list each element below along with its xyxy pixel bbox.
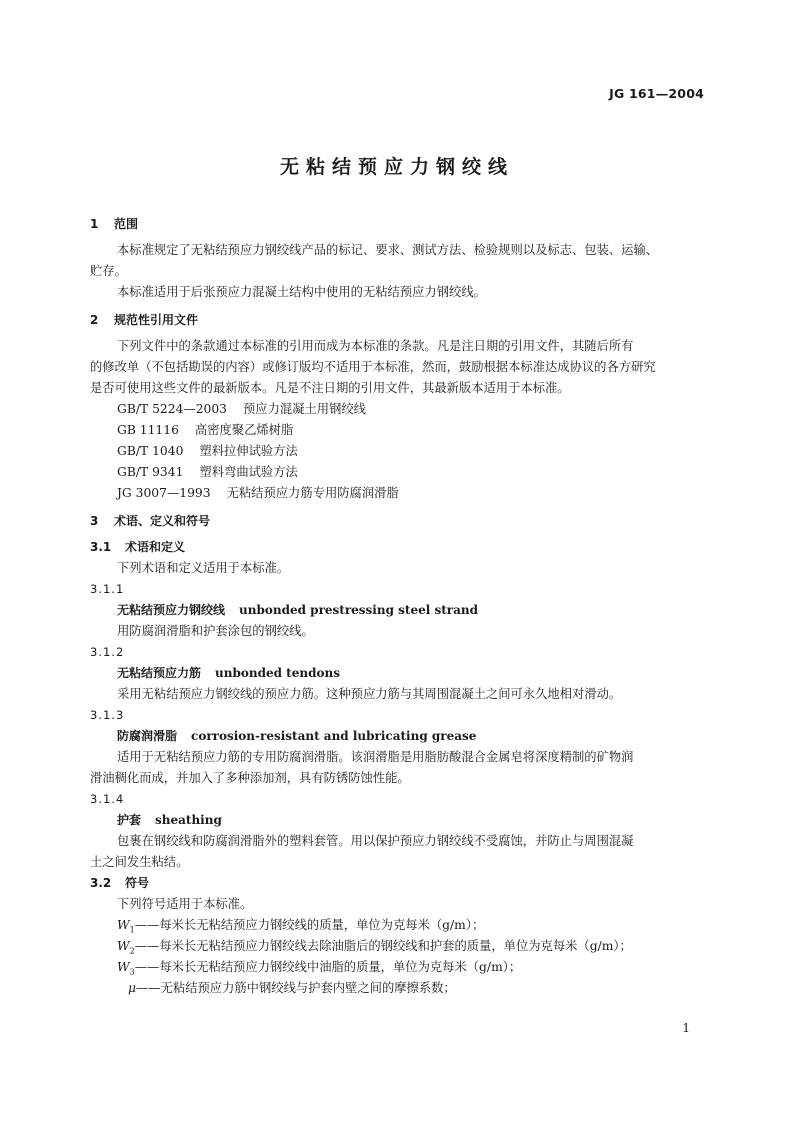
subsection-3-1-heading: [90, 537, 707, 558]
paragraph: 下列符号适用于本标准。: [117, 897, 253, 911]
term-english: corrosion-resistant and lubricating grease: [191, 729, 477, 743]
section-number: 1: [90, 217, 99, 231]
section-1-heading: [90, 214, 707, 235]
term-definition: 采用无粘结预应力钢绞线的预应力筋。这种预应力筋与其周围混凝土之间可永久地相对滑动。: [117, 687, 622, 701]
term-definition: 滑油稠化而成，并加入了多种添加剂，具有防锈防蚀性能。: [90, 771, 410, 785]
term-heading: [90, 810, 707, 831]
reference-code: JG 3007—1993: [117, 486, 211, 500]
section-2-heading: [90, 310, 707, 331]
paragraph: 下列术语和定义适用于本标准。: [117, 561, 290, 575]
reference-code: GB/T 1040: [117, 444, 184, 458]
symbol: W: [117, 960, 130, 974]
reference-item: [90, 483, 707, 504]
term-definition: 适用于无粘结预应力筋的专用防腐润滑脂。该润滑脂是用脂肪酸混合金属皂将深度精制的矿物润: [117, 750, 634, 764]
section-title: 规范性引用文件: [114, 313, 199, 327]
term-english: unbonded prestressing steel strand: [239, 603, 478, 617]
reference-code: GB/T 5224—2003: [117, 402, 227, 416]
paragraph-line: 下列文件中的条款通过本标准的引用而成为本标准的条款。凡是注日期的引用文件，其随后所有: [117, 339, 634, 353]
symbol-description: ——无粘结预应力筋中钢绞线与护套内壁之间的摩擦系数；: [136, 981, 456, 995]
document-title: 无粘结预应力钢绞线: [279, 156, 514, 178]
symbol-subscript: 2: [129, 946, 135, 956]
reference-name: 塑料弯曲试验方法: [199, 465, 298, 479]
term-definition: 用防腐润滑脂和护套涂包的钢绞线。: [117, 624, 314, 638]
symbol-subscript: 3: [129, 967, 135, 977]
term-english: unbonded tendons: [215, 666, 340, 680]
section-number: 2: [90, 313, 99, 327]
symbol-subscript: 1: [129, 925, 135, 935]
clause-number: 3.1.2: [90, 645, 125, 659]
paragraph-line: 是否可使用这些文件的最新版本。凡是不注日期的引用文件，其最新版本适用于本标准。: [90, 381, 570, 395]
symbol-description: ——每米长无粘结预应力钢绞线去除油脂后的钢绞线和护套的质量，单位为克每米（g/m）；: [134, 939, 632, 953]
reference-name: 预应力混凝土用钢绞线: [243, 402, 366, 416]
reference-name: 塑料拉伸试验方法: [199, 444, 298, 458]
reference-name: 无粘结预应力筋专用防腐润滑脂: [226, 486, 399, 500]
subsection-title: 符号: [125, 876, 150, 890]
symbol-description: ——每米长无粘结预应力钢绞线的质量，单位为克每米（g/m）；: [134, 918, 485, 932]
term-definition: 土之间发生粘结。: [90, 855, 189, 869]
symbol-item: [90, 978, 707, 999]
subsection-title: 术语和定义: [125, 540, 186, 554]
standard-number: JG 161—2004: [609, 86, 704, 101]
reference-name: 高密度聚乙烯树脂: [194, 423, 294, 437]
paragraph-line: 本标准规定了无粘结预应力钢绞线产品的标记、要求、测试方法、检验规则以及标志、包装、运输、: [117, 243, 659, 257]
paragraph: 本标准适用于后张预应力混凝土结构中使用的无粘结预应力钢绞线。: [117, 285, 486, 299]
reference-code: GB 11116: [117, 423, 179, 437]
term-definition: 包裹在钢绞线和防腐润滑脂外的塑料套管。用以保护预应力钢绞线不受腐蚀，并防止与周围混凝: [117, 834, 634, 848]
paragraph-line: 的修改单（不包括勘误的内容）或修订版均不适用于本标准，然而，鼓励根据本标准达成协议的各方研究: [90, 360, 656, 374]
symbol-item: [90, 957, 707, 978]
symbol-item: [90, 936, 707, 957]
section-title: 术语、定义和符号: [114, 514, 211, 528]
section-title: 范围: [114, 217, 139, 231]
clause-number: 3.1.4: [90, 792, 125, 806]
reference-item: [90, 399, 707, 420]
symbol-description: ——每米长无粘结预应力钢绞线中油脂的质量，单位为克每米（g/m）；: [134, 960, 522, 974]
term-chinese: 无粘结预应力钢绞线: [117, 603, 226, 617]
term-heading: [90, 726, 707, 747]
term-chinese: 无粘结预应力筋: [117, 666, 202, 680]
symbol: W: [117, 918, 130, 932]
section-number: 3: [90, 514, 99, 528]
document-body: [90, 214, 707, 999]
subsection-3-2-heading: [90, 873, 707, 894]
subsection-number: 3.1: [90, 540, 112, 554]
section-3-heading: [90, 511, 707, 532]
term-chinese: 护套: [117, 813, 142, 827]
term-english: sheathing: [155, 813, 222, 827]
clause-number: 3.1.3: [90, 708, 125, 722]
reference-item: [90, 462, 707, 483]
reference-item: [90, 441, 707, 462]
reference-code: GB/T 9341: [117, 465, 184, 479]
clause-number: 3.1.1: [90, 582, 125, 596]
page-number: 1: [682, 1021, 690, 1035]
symbol: W: [117, 939, 130, 953]
term-heading: [90, 663, 707, 684]
symbol: μ: [128, 981, 136, 995]
reference-item: [90, 420, 707, 441]
paragraph-line: 贮存。: [90, 264, 127, 278]
term-chinese: 防腐润滑脂: [117, 729, 178, 743]
symbol-item: [90, 915, 707, 936]
subsection-number: 3.2: [90, 876, 112, 890]
term-heading: [90, 600, 707, 621]
